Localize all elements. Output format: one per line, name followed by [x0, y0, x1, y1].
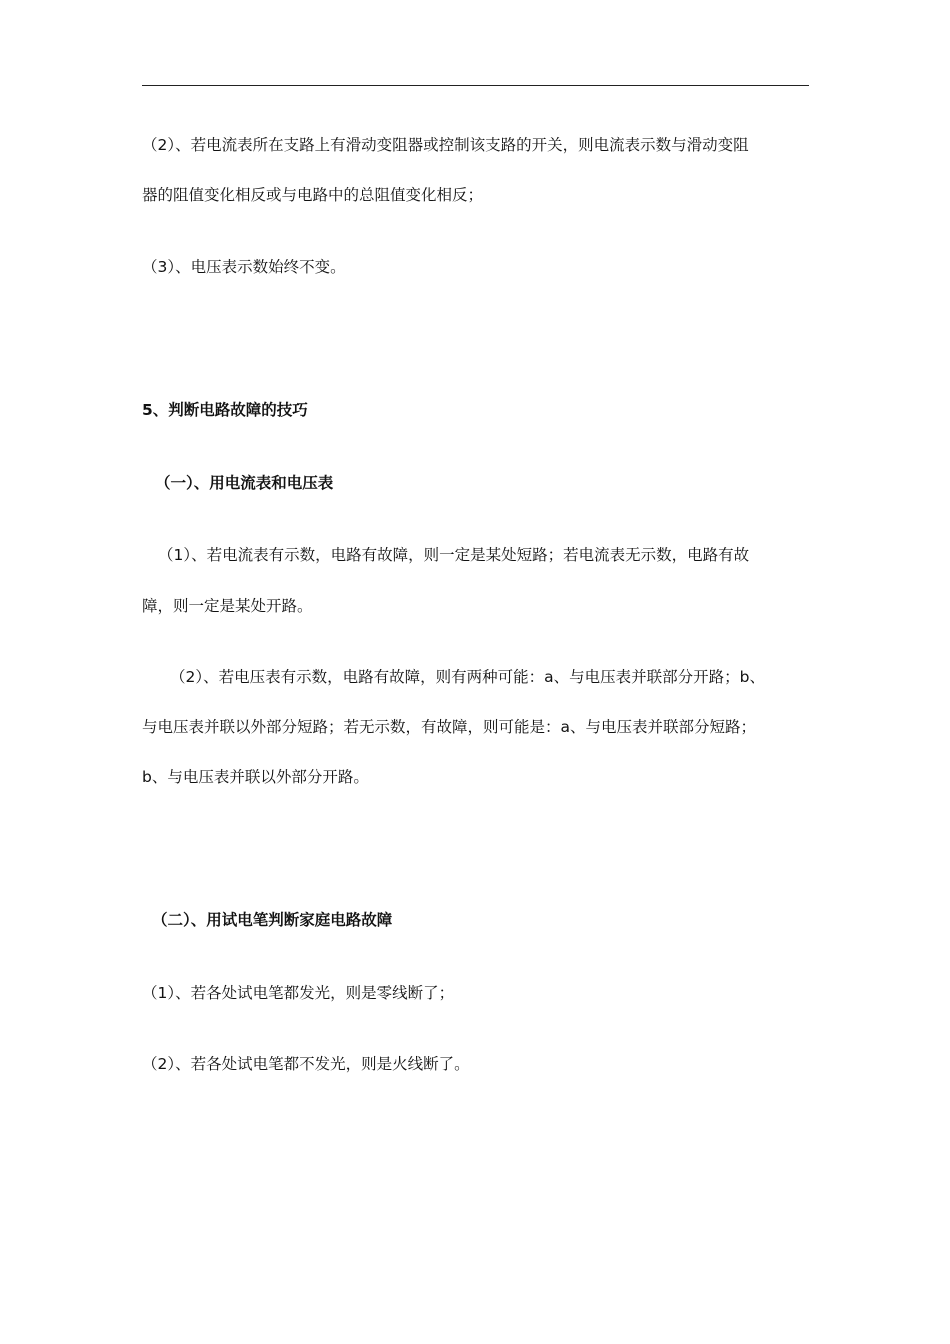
paragraph-ammeter-fault-line1: （1）、若电流表有示数，电路有故障，则一定是某处短路；若电流表无示数，电路有故 [158, 546, 750, 564]
paragraph-voltmeter-fault-line1: （2）、若电压表有示数，电路有故障，则有两种可能：a、与电压表并联部分开路；b、 [170, 668, 765, 686]
section-heading-fault-tips: 5、判断电路故障的技巧 [142, 401, 308, 419]
paragraph-ammeter-branch-line2: 器的阻值变化相反或与电路中的总阻值变化相反； [142, 186, 484, 204]
paragraph-voltmeter-constant: （3）、电压表示数始终不变。 [142, 258, 346, 276]
paragraph-live-broken: （2）、若各处试电笔都不发光，则是火线断了。 [142, 1055, 470, 1073]
paragraph-voltmeter-fault-line3: b、与电压表并联以外部分开路。 [142, 768, 369, 786]
paragraph-voltmeter-fault-line2: 与电压表并联以外部分短路；若无示数，有故障，则可能是：a、与电压表并联部分短路； [142, 718, 757, 736]
paragraph-ammeter-fault-line2: 障，则一定是某处开路。 [142, 597, 313, 615]
header-rule [142, 85, 809, 86]
subheading-ammeter-voltmeter: （一）、用电流表和电压表 [155, 474, 334, 492]
paragraph-ammeter-branch-line1: （2）、若电流表所在支路上有滑动变阻器或控制该支路的开关，则电流表示数与滑动变阻 [142, 136, 749, 154]
subheading-test-pen: （二）、用试电笔判断家庭电路故障 [152, 911, 393, 929]
paragraph-neutral-broken: （1）、若各处试电笔都发光，则是零线断了； [142, 984, 455, 1002]
